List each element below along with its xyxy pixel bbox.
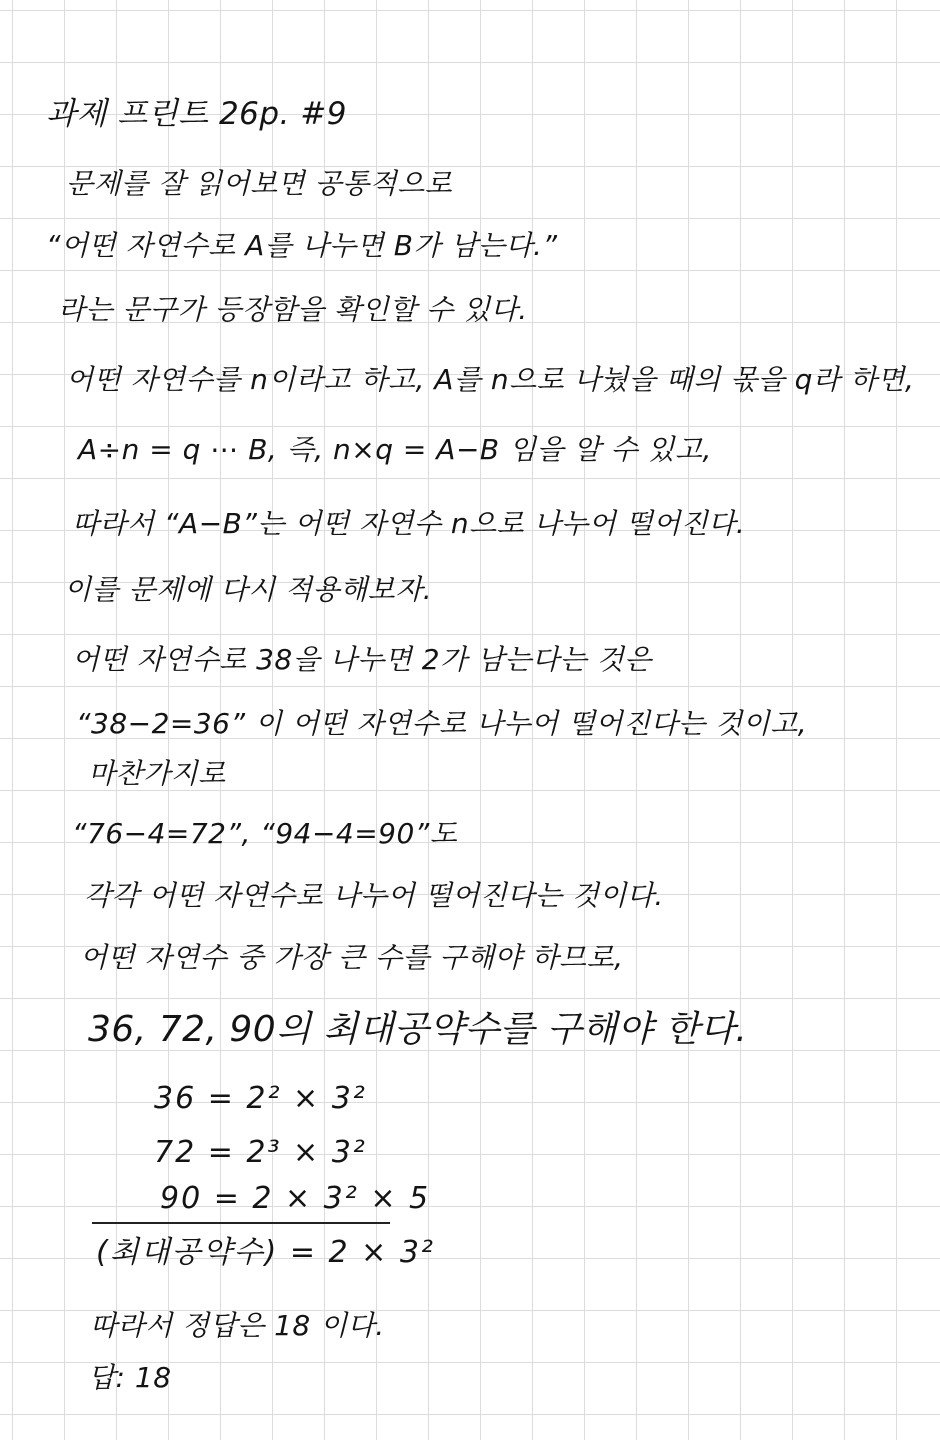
note-line-11: “76−4=72”, “94−4=90”도 [72,817,458,850]
note-line-2: “어떤 자연수로 A를 나누면 B가 남는다.” [46,229,558,262]
note-line-14: 36, 72, 90의 최대공약수를 구해야 한다. [88,1009,748,1050]
note-line-5: A÷n = q ⋯ B, 즉, n×q = A−B 임을 알 수 있고, [78,433,712,466]
final-answer: 답: 18 [88,1361,172,1394]
note-line-9: “38−2=36” 이 어떤 자연수로 나누어 떨어진다는 것이고, [76,707,808,740]
note-line-12: 각각 어떤 자연수로 나누어 떨어진다는 것이다. [84,879,664,912]
factorization-72: 72 = 2³ × 3² [154,1135,367,1170]
factorization-36: 36 = 2² × 3² [154,1081,367,1116]
factorization-90: 90 = 2 × 3² × 5 [160,1181,431,1216]
note-line-10: 마찬가지로 [88,757,226,790]
note-line-1: 문제를 잘 읽어보면 공통적으로 [66,167,453,200]
conclusion-line: 따라서 정답은 18 이다. [90,1309,385,1342]
note-line-7: 이를 문제에 다시 적용해보자. [64,573,433,606]
note-line-4: 어떤 자연수를 n이라고 하고, A를 n으로 나눴을 때의 몫을 q라 하면, [66,363,915,396]
calculation-divider [92,1222,390,1224]
gcd-result: (최대공약수) = 2 × 3² [96,1235,435,1270]
note-line-3: 라는 문구가 등장함을 확인할 수 있다. [58,293,528,326]
note-line-8: 어떤 자연수로 38을 나누면 2가 남는다는 것은 [72,643,652,676]
note-title: 과제 프린트 26p. #9 [46,96,347,132]
note-line-13: 어떤 자연수 중 가장 큰 수를 구해야 하므로, [80,941,624,974]
note-line-6: 따라서 “A−B”는 어떤 자연수 n으로 나누어 떨어진다. [72,507,746,540]
